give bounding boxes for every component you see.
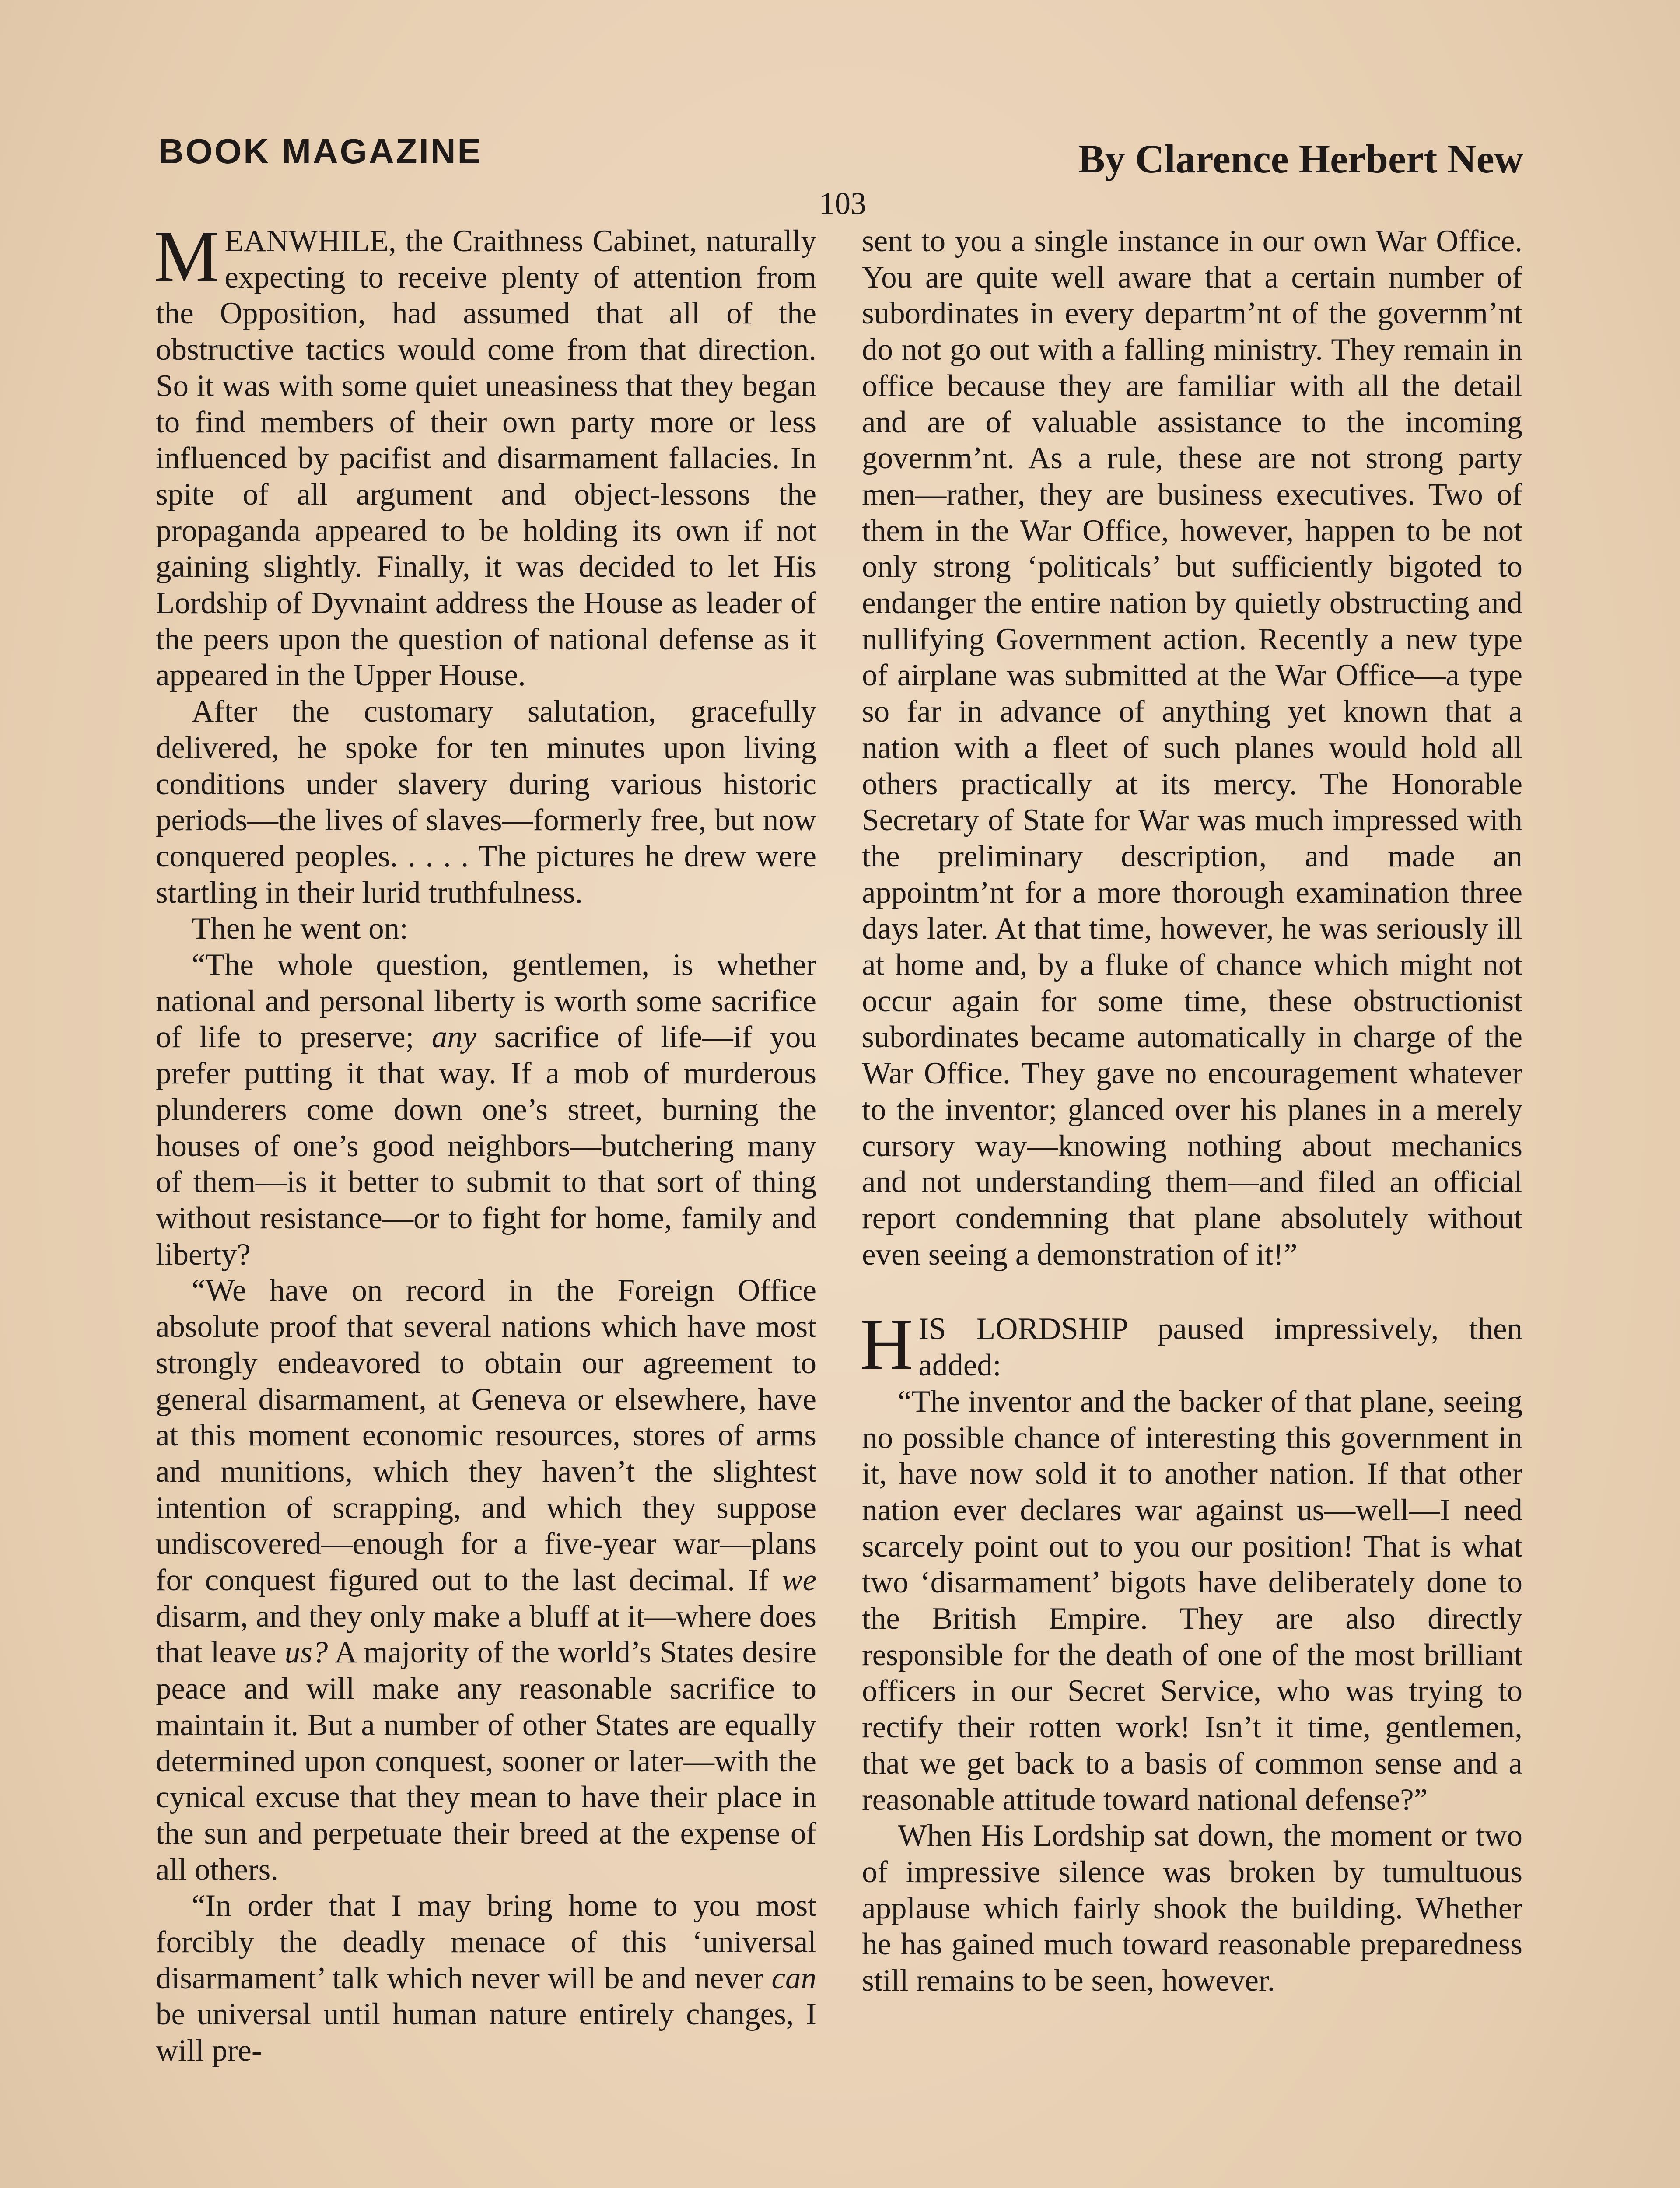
left-column [154, 216, 816, 2069]
paragraph-section-opening: HIS LORDSHIP paused impressively, then added: [860, 1304, 1522, 1385]
paragraph: Then he went on: [192, 912, 408, 946]
paragraph: “The whole question, gentlemen, is whether national and personal liberty is worth some sacrifice of life to preserve; any sacrifice of life—if you prefer putting it that way. If a mob of murderous plunderers come down one’s street, burning the houses of one’s good neighbors—butchering many of them—is it better to submit to that sort of thing without resistance—or to fight for home, family and liberty? [156, 948, 816, 1272]
drop-cap: M [154, 216, 220, 297]
page-number: 103 [819, 186, 866, 221]
paragraph: “We have on record in the Foreign Office absolute proof that several nations which have most strongly endeavored to obtain our agreement to general disarmament, at Geneva or elsewhere, have at this moment economic resources, stores of arms and munitions, which they haven’t the slightest intention of scrapping, and which they suppose undiscovered—enough for a five-year war—plans for conquest figured out to the last decimal. If we disarm, and they only make a bluff at it—where does that leave us? A majority of the world’s States desire peace and will make any reasonable sacrifice to maintain it. But a number of other States are equally determined upon conquest, sooner or later—with the cynical excuse that they mean to have their place in the sun and perpetuate their breed at the expense of all others. [156, 1273, 816, 1887]
running-header-magazine: BOOK MAGAZINE [158, 132, 483, 171]
paragraph: “In order that I may bring home to you most forcibly the deadly menace of this ‘universal disarmament’ talk which never will be and never can be universal until human nature entirely changes, I will pre- [156, 1889, 816, 2068]
right-column [862, 223, 1522, 1999]
drop-cap: H [860, 1304, 914, 1385]
paragraph: After the customary salutation, gracefully delivered, he spoke for ten minutes upon living conditions under slavery during various historic periods—the lives of slaves—formerly free, but now conquered peoples. . . . . The pictures he drew were startling in their lurid truthfulness. [156, 694, 816, 910]
paragraph-opening: MEANWHILE, the Craithness Cabinet, naturally expecting to receive plenty of attention from the Opposition, had assumed that all of the obstructive tactics would come from that direction. So it was with some quiet uneasiness that they began to find members of their own party more or less influenced by pacifist and disarmament fallacies. In spite of all argument and object-lessons the propaganda appeared to be holding its own if not gaining slightly. Finally, it was decided to let His Lordship of Dyvnaint address the House as leader of the peers upon the question of national defense as it appeared in the Upper House. [154, 216, 816, 693]
paragraph: “The inventor and the backer of that plane, seeing no possible chance of interesting this government in it, have now sold it to another nation. If that other nation ever declares war against us—well—I need scarcely point out to you our position! That is what two ‘disarmament’ bigots have deliberately done to the British Empire. They are also directly responsible for the death of one of the most brilliant officers in our Secret Service, who was trying to rectify their rotten work! Isn’t it time, gentlemen, that we get back to a basis of common sense and a reasonable attitude toward national defense?” [862, 1384, 1522, 1817]
paragraph: When His Lordship sat down, the moment or two of impressive silence was broken by tumultuous applause which fairly shook the building. Whether he has gained much toward reasonable preparedness still remains to be seen, however. [862, 1819, 1522, 1998]
section-break [862, 1273, 1522, 1311]
running-header-author: By Clarence Herbert New [1078, 137, 1523, 181]
paragraph-continued: sent to you a single instance in our own War Office. You are quite well aware that a certain number of subordinates in every departm’nt of the governm’nt do not go out with a falling ministry. They remain in office because they are familiar with all the detail and are of valuable assistance to the incoming governm’nt. As a rule, these are not strong party men—rather, they are business executives. Two of them in the War Office, however, happen to be not only strong ‘politicals’ but sufficiently bigoted to endanger the entire nation by quietly obstructing and nullifying Government action. Recently a new type of airplane was submitted at the War Office—a type so far in advance of anything yet known that a nation with a fleet of such planes would hold all others practically at its mercy. The Honorable Secretary of State for War was much impressed with the preliminary description, and made an appointm’nt for a more thorough examination three days later. At that time, however, he was seriously ill at home and, by a fluke of chance which might not occur again for some time, these obstructionist subordinates became automatically in charge of the War Office. They gave no encouragement whatever to the inventor; glanced over his planes in a merely cursory way—knowing nothing about mechanics and not understanding them—and filed an official report condemning that plane absolutely without even seeing a demonstration of it!” [862, 224, 1522, 1272]
